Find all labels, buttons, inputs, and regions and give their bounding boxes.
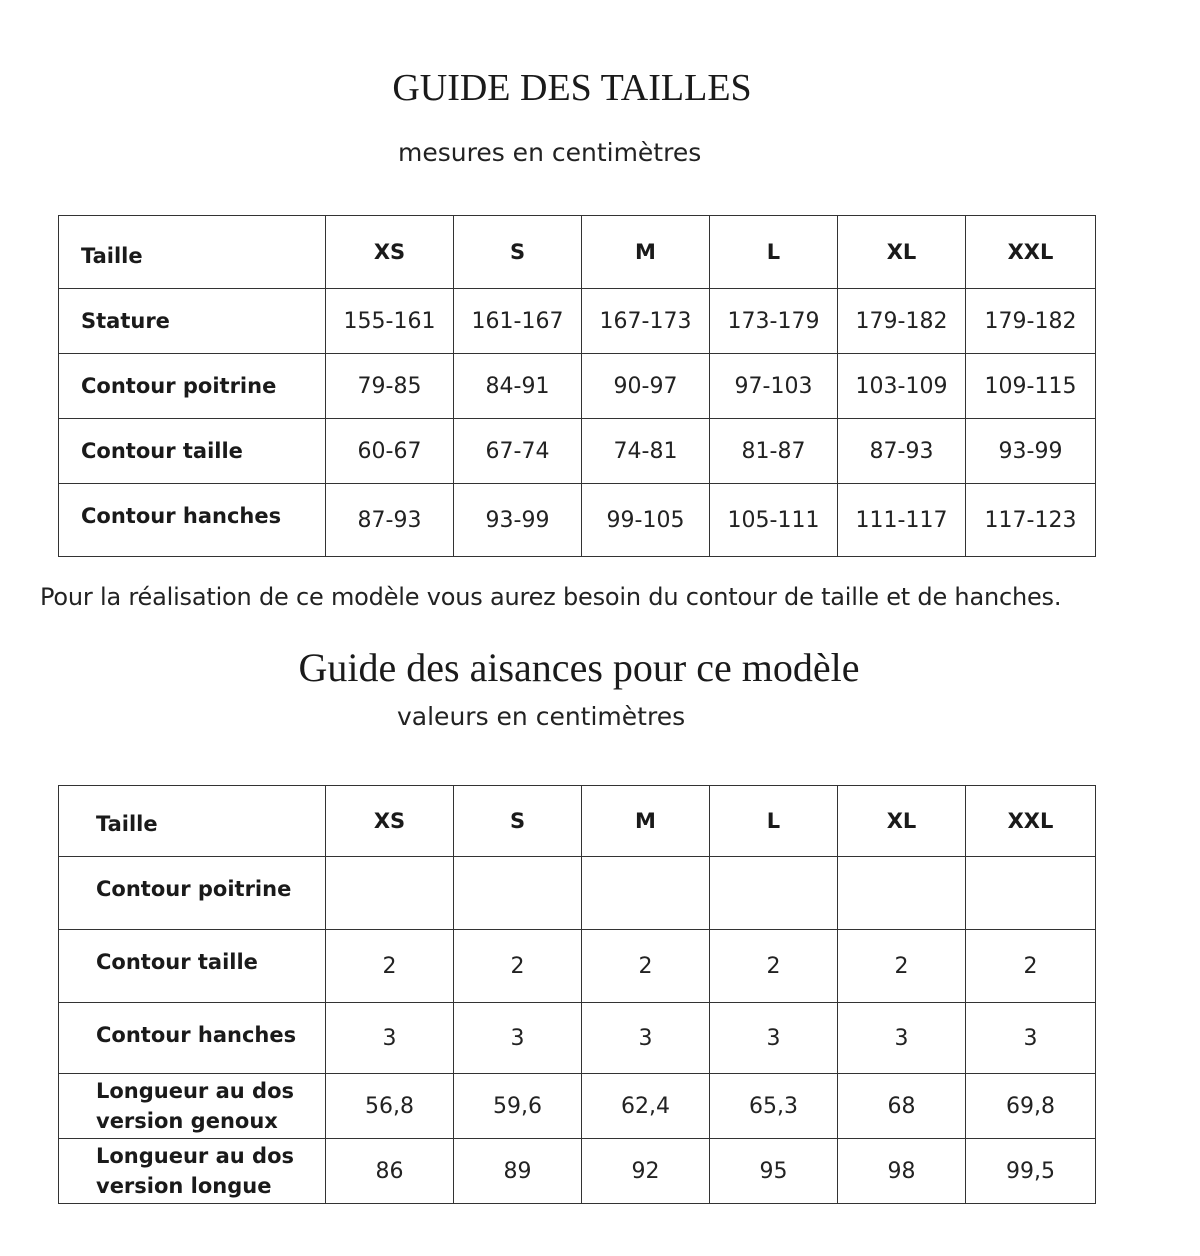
value-cell: 92 [582,1139,710,1204]
row-label-cell: Stature [59,289,326,354]
header-size-cell: L [710,786,838,857]
row-label-cell: Contour poitrine [59,857,326,930]
value-cell: 90-97 [582,354,710,419]
table-header-row [59,786,1096,857]
ease-table [58,785,1096,1204]
row-label-line: version genoux [96,1109,278,1133]
value-cell: 59,6 [454,1074,582,1139]
value-cell: 2 [838,930,966,1003]
value-cell [454,857,582,930]
value-cell: 3 [966,1003,1096,1074]
table-row [59,419,1096,484]
value-cell [966,857,1096,930]
row-label-cell [59,1074,326,1139]
value-cell: 74-81 [582,419,710,484]
size-guide-title: GUIDE DES TAILLES [392,67,752,109]
row-label-cell: Contour hanches [59,1003,326,1074]
value-cell: 3 [582,1003,710,1074]
row-label-line: Longueur au dos [96,1144,294,1168]
size-guide-subtitle: mesures en centimètres [398,138,702,167]
table-header-row [59,216,1096,289]
table-row [59,1003,1096,1074]
value-cell: 2 [582,930,710,1003]
value-cell: 173-179 [710,289,838,354]
row-label-cell [59,1139,326,1204]
value-cell: 103-109 [838,354,966,419]
value-cell: 155-161 [326,289,454,354]
pattern-note: Pour la réalisation de ce modèle vous aurez besoin du contour de taille et de hanches. [40,583,1062,611]
value-cell: 2 [710,930,838,1003]
row-label-cell: Contour poitrine [59,354,326,419]
table-row [59,1139,1096,1204]
header-size-cell: XS [326,216,454,289]
value-cell: 67-74 [454,419,582,484]
size-table [58,215,1096,557]
value-cell: 2 [326,930,454,1003]
row-label-cell: Contour taille [59,419,326,484]
value-cell: 167-173 [582,289,710,354]
value-cell: 79-85 [326,354,454,419]
header-size-cell: XL [838,216,966,289]
table-row [59,354,1096,419]
header-label-cell: Taille [59,786,326,857]
value-cell: 95 [710,1139,838,1204]
table-row [59,289,1096,354]
header-size-cell: L [710,216,838,289]
value-cell [326,857,454,930]
value-cell: 179-182 [838,289,966,354]
value-cell: 3 [454,1003,582,1074]
value-cell: 56,8 [326,1074,454,1139]
value-cell: 81-87 [710,419,838,484]
row-label-line: Longueur au dos [96,1079,294,1103]
value-cell: 65,3 [710,1074,838,1139]
row-label-line: version longue [96,1174,272,1198]
value-cell: 109-115 [966,354,1096,419]
value-cell: 3 [838,1003,966,1074]
value-cell: 97-103 [710,354,838,419]
row-label-cell: Contour taille [59,930,326,1003]
value-cell: 99-105 [582,484,710,557]
value-cell: 87-93 [326,484,454,557]
header-size-cell: S [454,786,582,857]
header-size-cell: M [582,216,710,289]
value-cell: 161-167 [454,289,582,354]
value-cell: 87-93 [838,419,966,484]
value-cell: 86 [326,1139,454,1204]
value-cell: 179-182 [966,289,1096,354]
table-row [59,930,1096,1003]
value-cell: 3 [710,1003,838,1074]
header-label-cell: Taille [59,216,326,289]
header-size-cell: XXL [966,786,1096,857]
value-cell: 69,8 [966,1074,1096,1139]
value-cell: 117-123 [966,484,1096,557]
value-cell [838,857,966,930]
table-row [59,484,1096,557]
value-cell: 105-111 [710,484,838,557]
ease-guide-title: Guide des aisances pour ce modèle [298,645,860,690]
value-cell: 68 [838,1074,966,1139]
header-size-cell: XL [838,786,966,857]
value-cell: 84-91 [454,354,582,419]
ease-guide-subtitle: valeurs en centimètres [397,702,686,731]
value-cell: 89 [454,1139,582,1204]
value-cell [582,857,710,930]
table-row [59,857,1096,930]
value-cell: 62,4 [582,1074,710,1139]
value-cell: 60-67 [326,419,454,484]
value-cell: 93-99 [454,484,582,557]
value-cell: 99,5 [966,1139,1096,1204]
header-size-cell: M [582,786,710,857]
value-cell: 2 [454,930,582,1003]
header-size-cell: XXL [966,216,1096,289]
header-size-cell: XS [326,786,454,857]
value-cell: 3 [326,1003,454,1074]
header-size-cell: S [454,216,582,289]
row-label-cell: Contour hanches [59,484,326,557]
table-row [59,1074,1096,1139]
value-cell: 2 [966,930,1096,1003]
value-cell [710,857,838,930]
value-cell: 93-99 [966,419,1096,484]
value-cell: 98 [838,1139,966,1204]
value-cell: 111-117 [838,484,966,557]
